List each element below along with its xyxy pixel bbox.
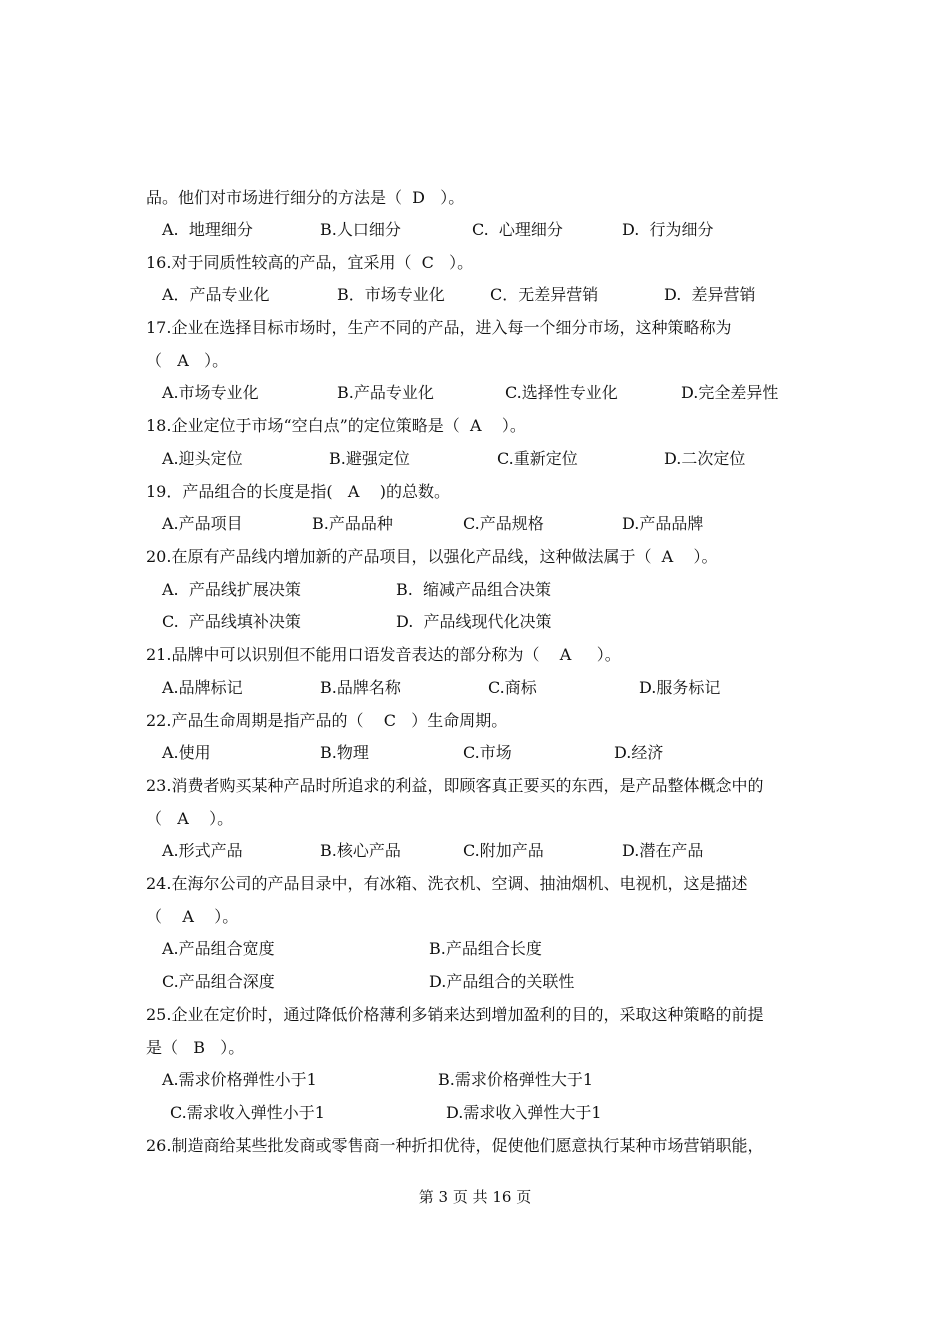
q17-option-a: A.市场专业化	[162, 383, 259, 402]
q25-stem: 25.企业在定价时，通过降低价格薄利多销来达到增加盈利的目的，采取这种策略的前提	[146, 1005, 764, 1024]
q24-option-d: D.产品组合的关联性	[429, 972, 575, 991]
q24-option-a: A.产品组合宽度	[162, 939, 275, 958]
q25-option-b: B.需求价格弹性大于1	[438, 1070, 594, 1089]
q15-stem-cont: 品。他们对市场进行细分的方法是（ D ）。	[146, 188, 465, 207]
q18-option-a: A.迎头定位	[162, 449, 243, 468]
q22-option-d: D.经济	[614, 743, 664, 762]
q21-stem: 21.品牌中可以识别但不能用口语发音表达的部分称为（ A ）。	[146, 645, 621, 664]
q20-stem: 20.在原有产品线内增加新的产品项目，以强化产品线，这种做法属于（ A ）。	[146, 547, 718, 566]
q23-option-c: C.附加产品	[463, 841, 544, 860]
q19-option-d: D.产品品牌	[622, 514, 704, 533]
q15-option-d: D. 行为细分	[622, 220, 714, 239]
q23-option-d: D.潜在产品	[622, 841, 704, 860]
q24-option-c: C.产品组合深度	[162, 972, 275, 991]
q21-option-d: D.服务标记	[639, 678, 721, 697]
q21-option-b: B.品牌名称	[320, 678, 401, 697]
q22-stem: 22.产品生命周期是指产品的（ C ）生命周期。	[146, 711, 508, 730]
q16-option-d: D. 差异营销	[664, 285, 756, 304]
q22-option-c: C.市场	[463, 743, 512, 762]
q16-option-a: A．产品专业化	[162, 285, 270, 304]
q19-option-a: A.产品项目	[162, 514, 243, 533]
q25-option-d: D.需求收入弹性大于1	[446, 1103, 602, 1122]
q16-option-b: B．市场专业化	[337, 285, 445, 304]
q15-option-c: C. 心理细分	[472, 220, 563, 239]
q23-option-b: B.核心产品	[320, 841, 401, 860]
q23-stem: 23.消费者购买某种产品时所追求的利益，即顾客真正要买的东西，是产品整体概念中的	[146, 776, 764, 795]
q23-option-a: A.形式产品	[162, 841, 243, 860]
q16-option-c: C．无差异营销	[490, 285, 599, 304]
q18-option-b: B.避强定位	[329, 449, 410, 468]
q22-option-a: A.使用	[162, 743, 211, 762]
q18-option-c: C.重新定位	[497, 449, 578, 468]
q21-option-c: C.商标	[488, 678, 537, 697]
q19-stem: 19．产品组合的长度是指( A )的总数。	[146, 482, 451, 501]
q25-option-c: C.需求收入弹性小于1	[170, 1103, 325, 1122]
q20-option-d: D. 产品线现代化决策	[396, 612, 552, 631]
q24-option-b: B.产品组合长度	[429, 939, 542, 958]
q17-option-c: C.选择性专业化	[505, 383, 618, 402]
q23-stem-cont: （ A ）。	[146, 809, 234, 828]
q22-option-b: B.物理	[320, 743, 369, 762]
q20-option-b: B. 缩减产品组合决策	[396, 580, 552, 599]
q24-stem-cont: （ A ）。	[146, 907, 239, 926]
q19-option-c: C.产品规格	[463, 514, 544, 533]
page-footer: 第 3 页 共 16 页	[418, 1188, 532, 1206]
q26-stem: 26.制造商给某些批发商或零售商一种折扣优待，促使他们愿意执行某种市场营销职能，	[146, 1136, 764, 1155]
q25-stem-cont: 是（ B ）。	[146, 1038, 245, 1057]
q25-option-a: A.需求价格弹性小于1	[162, 1070, 317, 1089]
q17-option-b: B.产品专业化	[337, 383, 434, 402]
q20-option-a: A. 产品线扩展决策	[162, 580, 301, 599]
q15-option-a: A. 地理细分	[162, 220, 253, 239]
q19-option-b: B.产品品种	[312, 514, 393, 533]
q20-option-c: C. 产品线填补决策	[162, 612, 301, 631]
q16-stem: 16.对于同质性较高的产品，宜采用（ C ）。	[146, 253, 474, 272]
q17-option-d: D.完全差异性	[681, 383, 779, 402]
q15-option-b: B.人口细分	[320, 220, 401, 239]
q18-stem: 18.企业定位于市场“空白点”的定位策略是（ A ）。	[146, 416, 526, 435]
q17-stem-cont: （ A ）。	[146, 351, 229, 370]
q21-option-a: A.品牌标记	[162, 678, 243, 697]
q24-stem: 24.在海尔公司的产品目录中，有冰箱、洗衣机、空调、抽油烟机、电视机，这是描述	[146, 874, 748, 893]
q18-option-d: D.二次定位	[664, 449, 746, 468]
q17-stem: 17.企业在选择目标市场时，生产不同的产品，进入每一个细分市场，这种策略称为	[146, 318, 732, 337]
